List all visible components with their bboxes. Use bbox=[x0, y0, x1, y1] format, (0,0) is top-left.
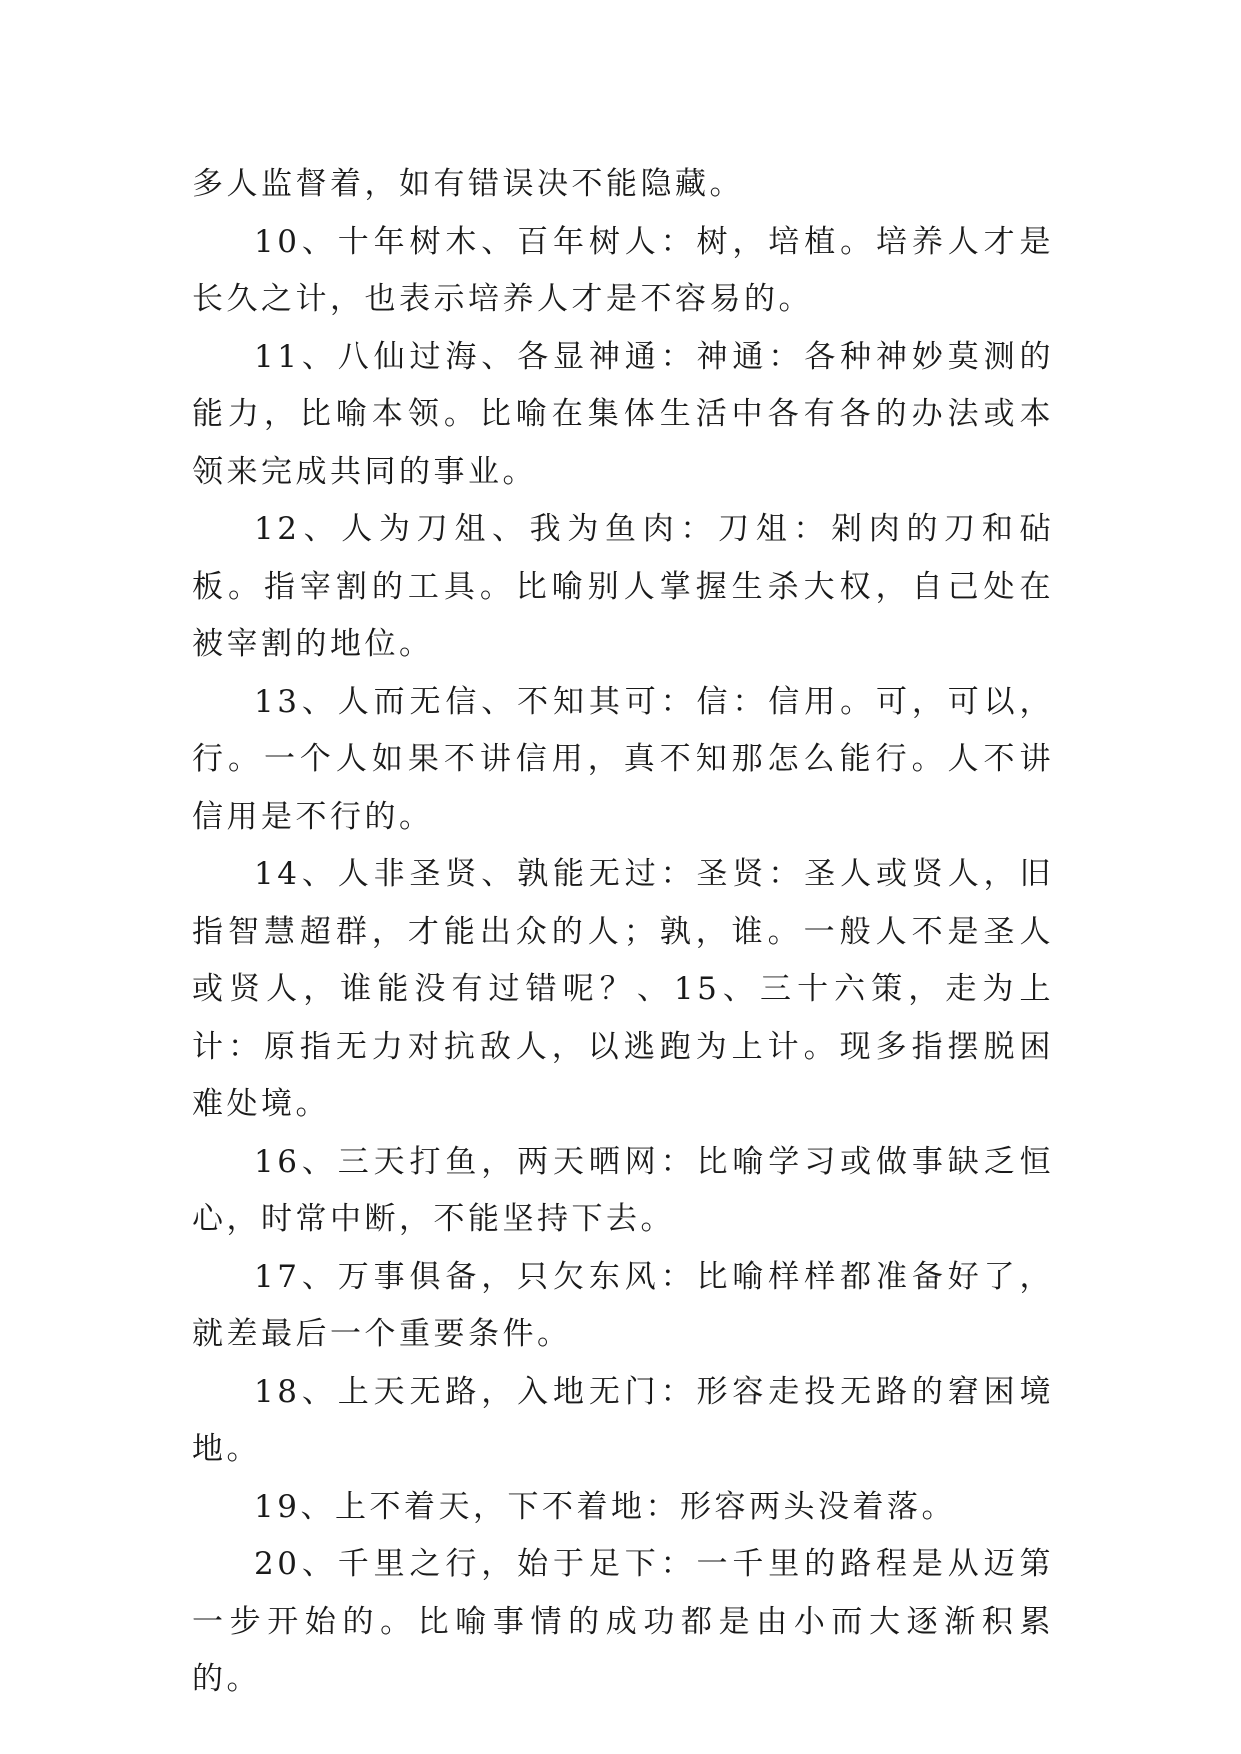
idiom-paragraph-17: 17、万事俱备，只欠东风：比喻样样都准备好了，就差最后一个重要条件。 bbox=[192, 1258, 1054, 1352]
idiom-paragraph-14-15: 14、人非圣贤、孰能无过：圣贤：圣人或贤人，旧指智慧超群，才能出众的人；孰，谁。一般人不是圣人或贤人，谁能没有过错呢？、15、三十六策，走为上计：原指无力对抗敌人，以逃跑为上计。现多指摆脱困难处境。 bbox=[192, 856, 1054, 1122]
idiom-paragraph-11: 11、八仙过海、各显神通：神通：各种神妙莫测的能力，比喻本领。比喻在集体生活中各有各的办法或本领来完成共同的事业。 bbox=[192, 338, 1054, 490]
idiom-paragraph-13: 13、人而无信、不知其可：信：信用。可，可以，行。一个人如果不讲信用，真不知那怎么能行。人不讲信用是不行的。 bbox=[192, 683, 1054, 835]
paragraph-continuation: 多人监督着，如有错误决不能隐藏。 bbox=[192, 166, 744, 202]
idiom-paragraph-16: 16、三天打鱼，两天晒网：比喻学习或做事缺乏恒心，时常中断，不能坚持下去。 bbox=[192, 1143, 1054, 1237]
document-body bbox=[192, 156, 1054, 1709]
idiom-paragraph-10: 10、十年树木、百年树人：树，培植。培养人才是长久之计，也表示培养人才是不容易的。 bbox=[192, 223, 1054, 317]
idiom-paragraph-12: 12、人为刀俎、我为鱼肉：刀俎：剁肉的刀和砧板。指宰割的工具。比喻别人掌握生杀大权，自己处在被宰割的地位。 bbox=[192, 511, 1054, 662]
idiom-paragraph-18: 18、上天无路，入地无门：形容走投无路的窘困境地。 bbox=[192, 1373, 1054, 1467]
idiom-paragraph-19: 19、上不着天，下不着地：形容两头没着落。 bbox=[254, 1488, 956, 1525]
idiom-paragraph-20: 20、千里之行，始于足下：一千里的路程是从迈第一步开始的。比喻事情的成功都是由小而大逐渐积累的。 bbox=[192, 1546, 1054, 1697]
